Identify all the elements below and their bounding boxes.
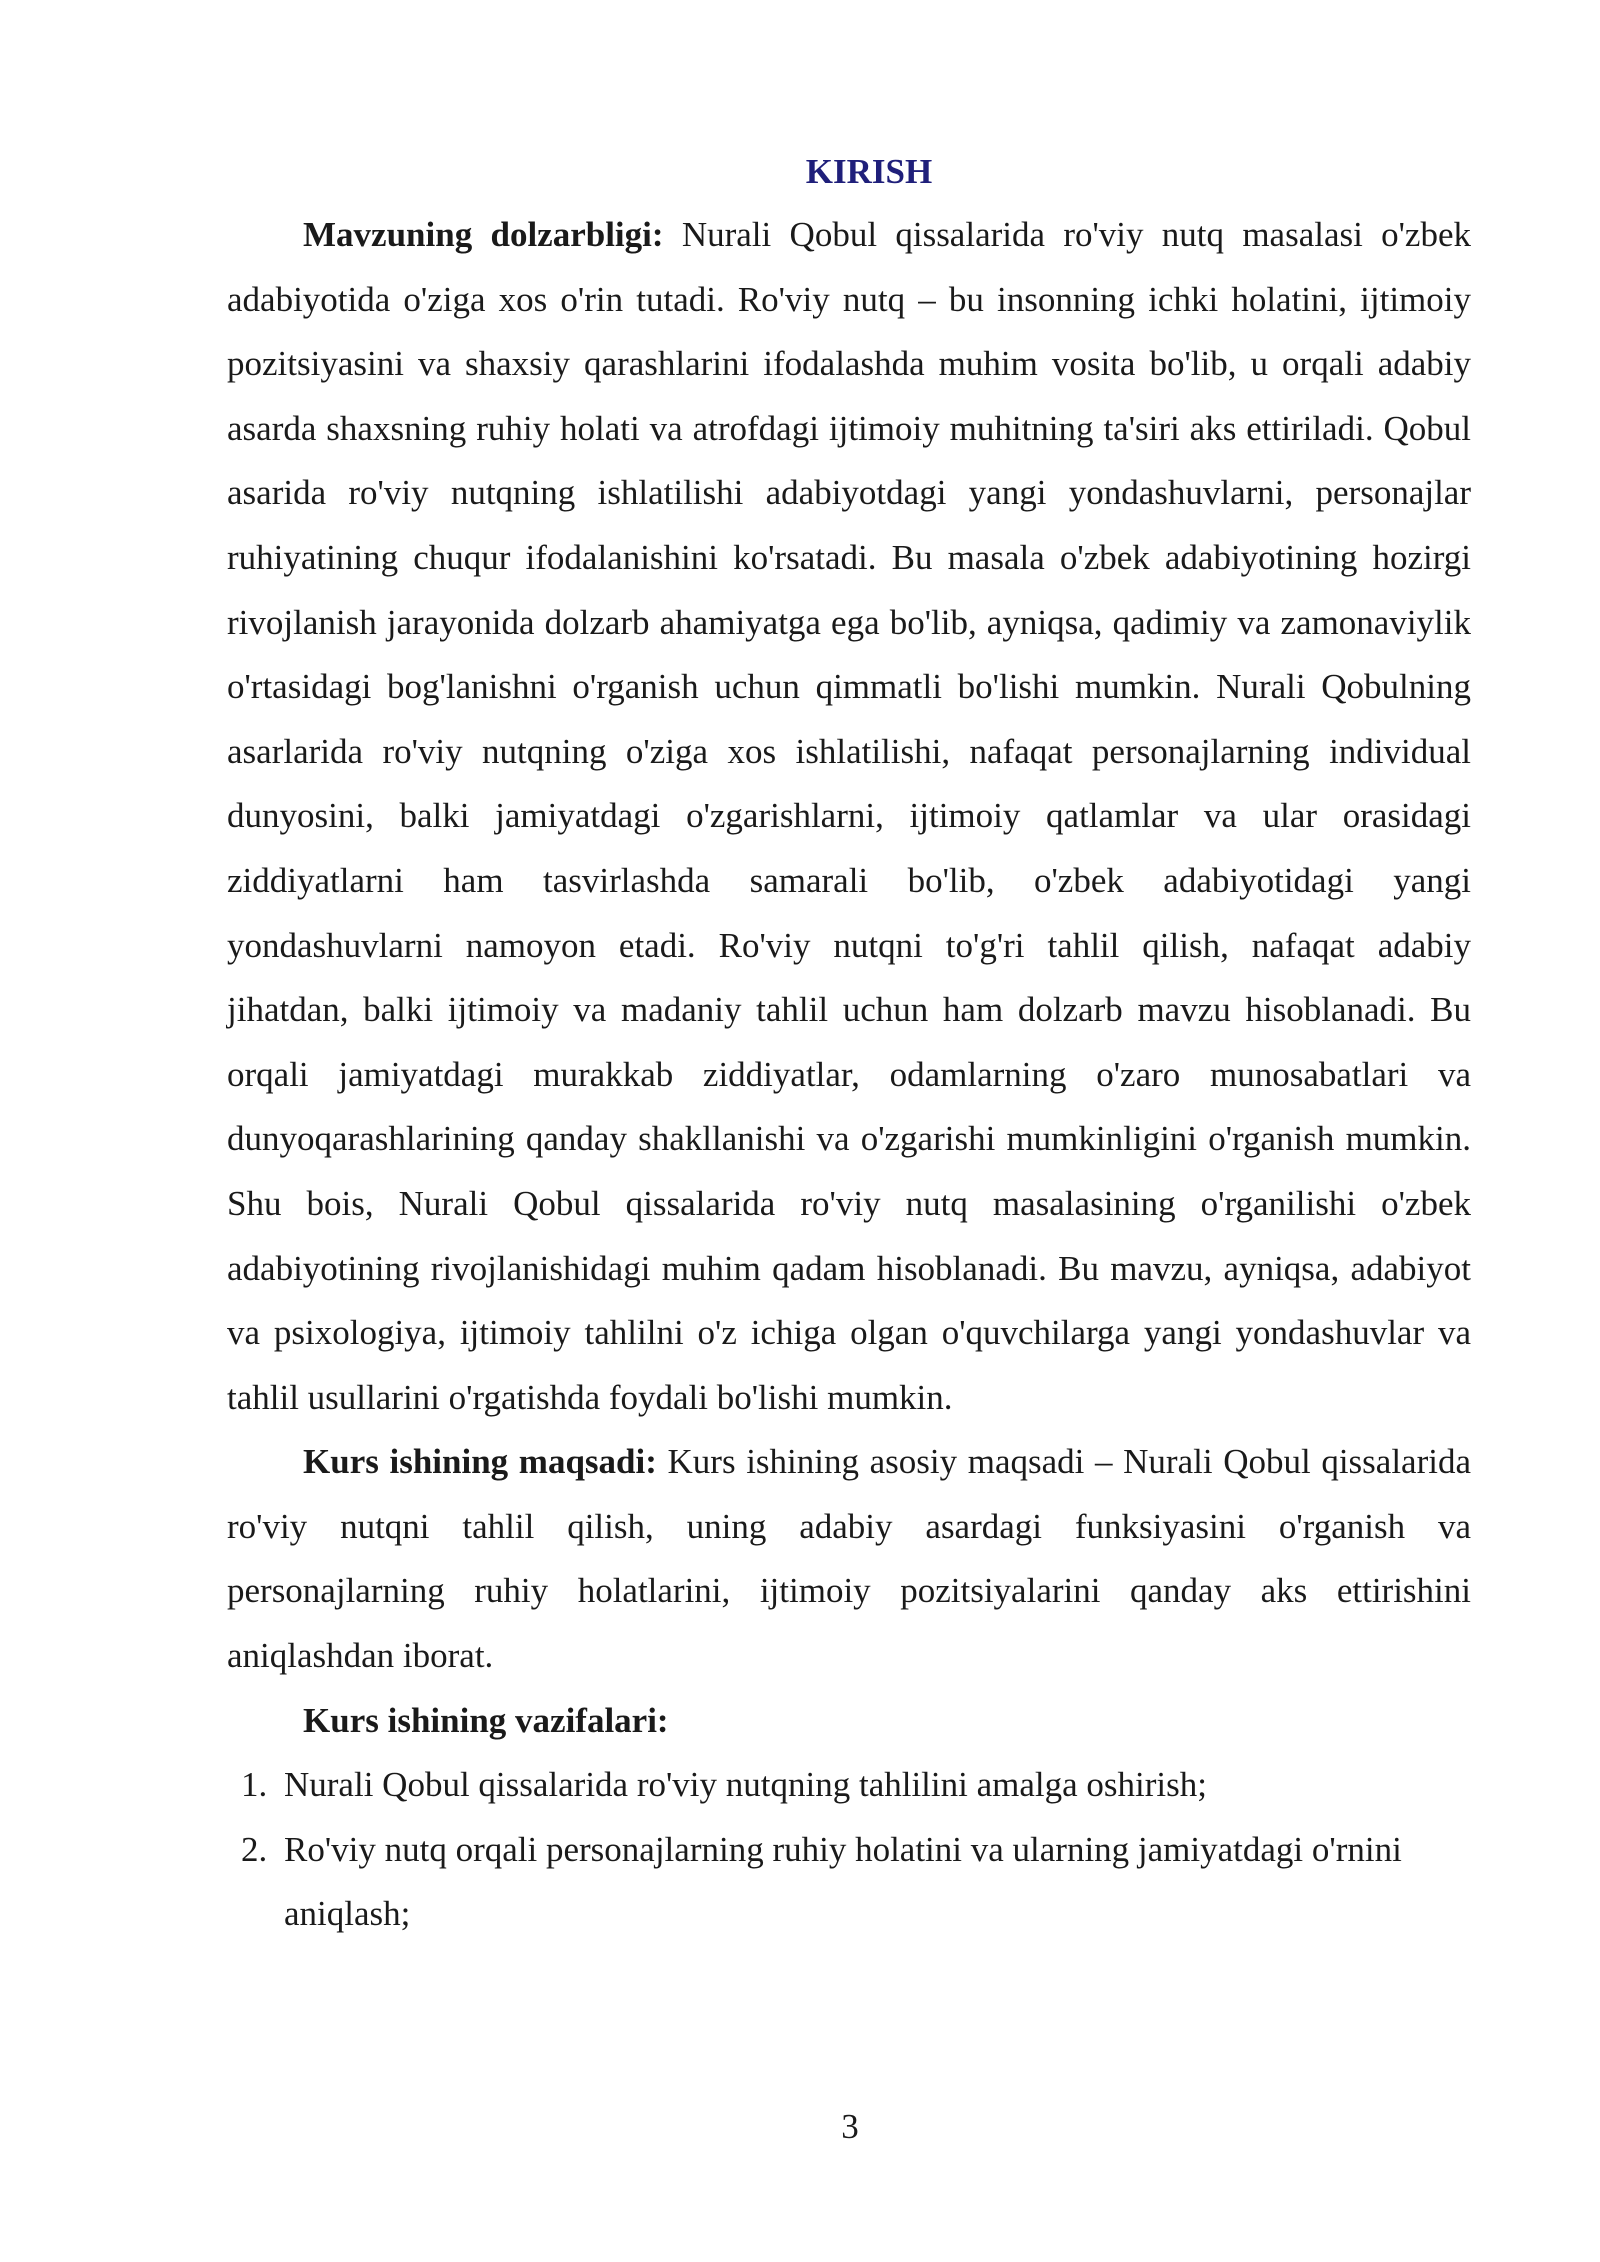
list-item-text: Nurali Qobul qissalarida ro'viy nutqning tahlilini amalga oshirish; — [284, 1765, 1207, 1805]
page-content — [227, 148, 1471, 1947]
relevance-text: Nurali Qobul qissalarida ro'viy nutq masalasi o'zbek adabiyotida o'ziga xos o'rin tutadi. Ro'viy nutq – bu insonning ichki holatini, ijtimoiy pozitsiyasini va shaxsiy qarashlarini ifodalashda muhim vosita bo'lib, u orqali adabiy asarda shaxsning ruhiy holati va atrofdagi ijtimoiy muhitning ta'siri aks ettiriladi. Qobul asarida ro'viy nutqning ishlatilishi adabiyotdagi yangi yondashuvlarni, personajlar ruhiyatining chuqur ifodalanishini ko'rsatadi. Bu masala o'zbek adabiyotining hozirgi rivojlanish jarayonida dolzarb ahamiyatga ega bo'lib, ayniqsa, qadimiy va zamonaviylik o'rtasidagi bog'lanishni o'rganish uchun qimmatli bo'lishi mumkin. Nurali Qobulning asarlarida ro'viy nutqning o'ziga xos ishlatilishi, nafaqat personajlarning individual dunyosini, balki jamiyatdagi o'zgarishlarni, ijtimoiy qatlamlar va ular orasidagi ziddiyatlarni ham tasvirlashda samarali bo'lib, o'zbek adabiyotidagi yangi yondashuvlarni namoyon etadi. Ro'viy nutqni to'g'ri tahlil qilish, nafaqat adabiy jihatdan, balki ijtimoiy va madaniy tahlil uchun ham dolzarb mavzu hisoblanadi. Bu orqali jamiyatdagi murakkab ziddiyatlar, odamlarning o'zaro munosabatlari va dunyoqarashlarining qanday shakllanishi va o'zgarishi mumkinligini o'rganish mumkin. Shu bois, Nurali Qobul qissalarida ro'viy nutq masalasining o'rganilishi o'zbek adabiyotining rivojlanishidagi muhim qadam hisoblanadi. Bu mavzu, ayniqsa, adabiyot va psixologiya, ijtimoiy tahlilni o'z ichiga olgan o'quvchilarga yangi yondashuvlar va tahlil usullarini o'rgatishda foydali bo'lishi mumkin. — [227, 215, 1472, 1417]
goal-label: Kurs ishining maqsadi: — [303, 1442, 657, 1482]
list-item — [227, 1753, 1471, 1818]
tasks-heading: Kurs ishining vazifalari: — [303, 1700, 669, 1740]
goal-paragraph — [227, 1430, 1471, 1688]
list-item — [227, 1818, 1471, 1947]
list-item-text: Ro'viy nutq orqali personajlarning ruhiy holatini va ularning jamiyatdagi o'rnini aniqlash; — [284, 1829, 1402, 1934]
relevance-paragraph — [227, 203, 1471, 1430]
list-item-number: 2. — [241, 1829, 268, 1869]
page-number: 3 — [841, 2107, 859, 2146]
list-item-number: 1. — [241, 1765, 268, 1805]
relevance-label: Mavzuning dolzarbligi: — [303, 215, 664, 254]
page-title: KIRISH — [805, 152, 933, 191]
goal-text: Kurs ishining asosiy maqsadi – Nurali Qobul qissalarida ro'viy nutqni tahlil qilish, uning adabiy asardagi funksiyasini o'rganish va personajlarning ruhiy holatlarini, ijtimoiy pozitsiyalarini qanday aks ettirishini aniqlashdan iborat. — [227, 1442, 1471, 1676]
tasks-list — [227, 1753, 1471, 1947]
